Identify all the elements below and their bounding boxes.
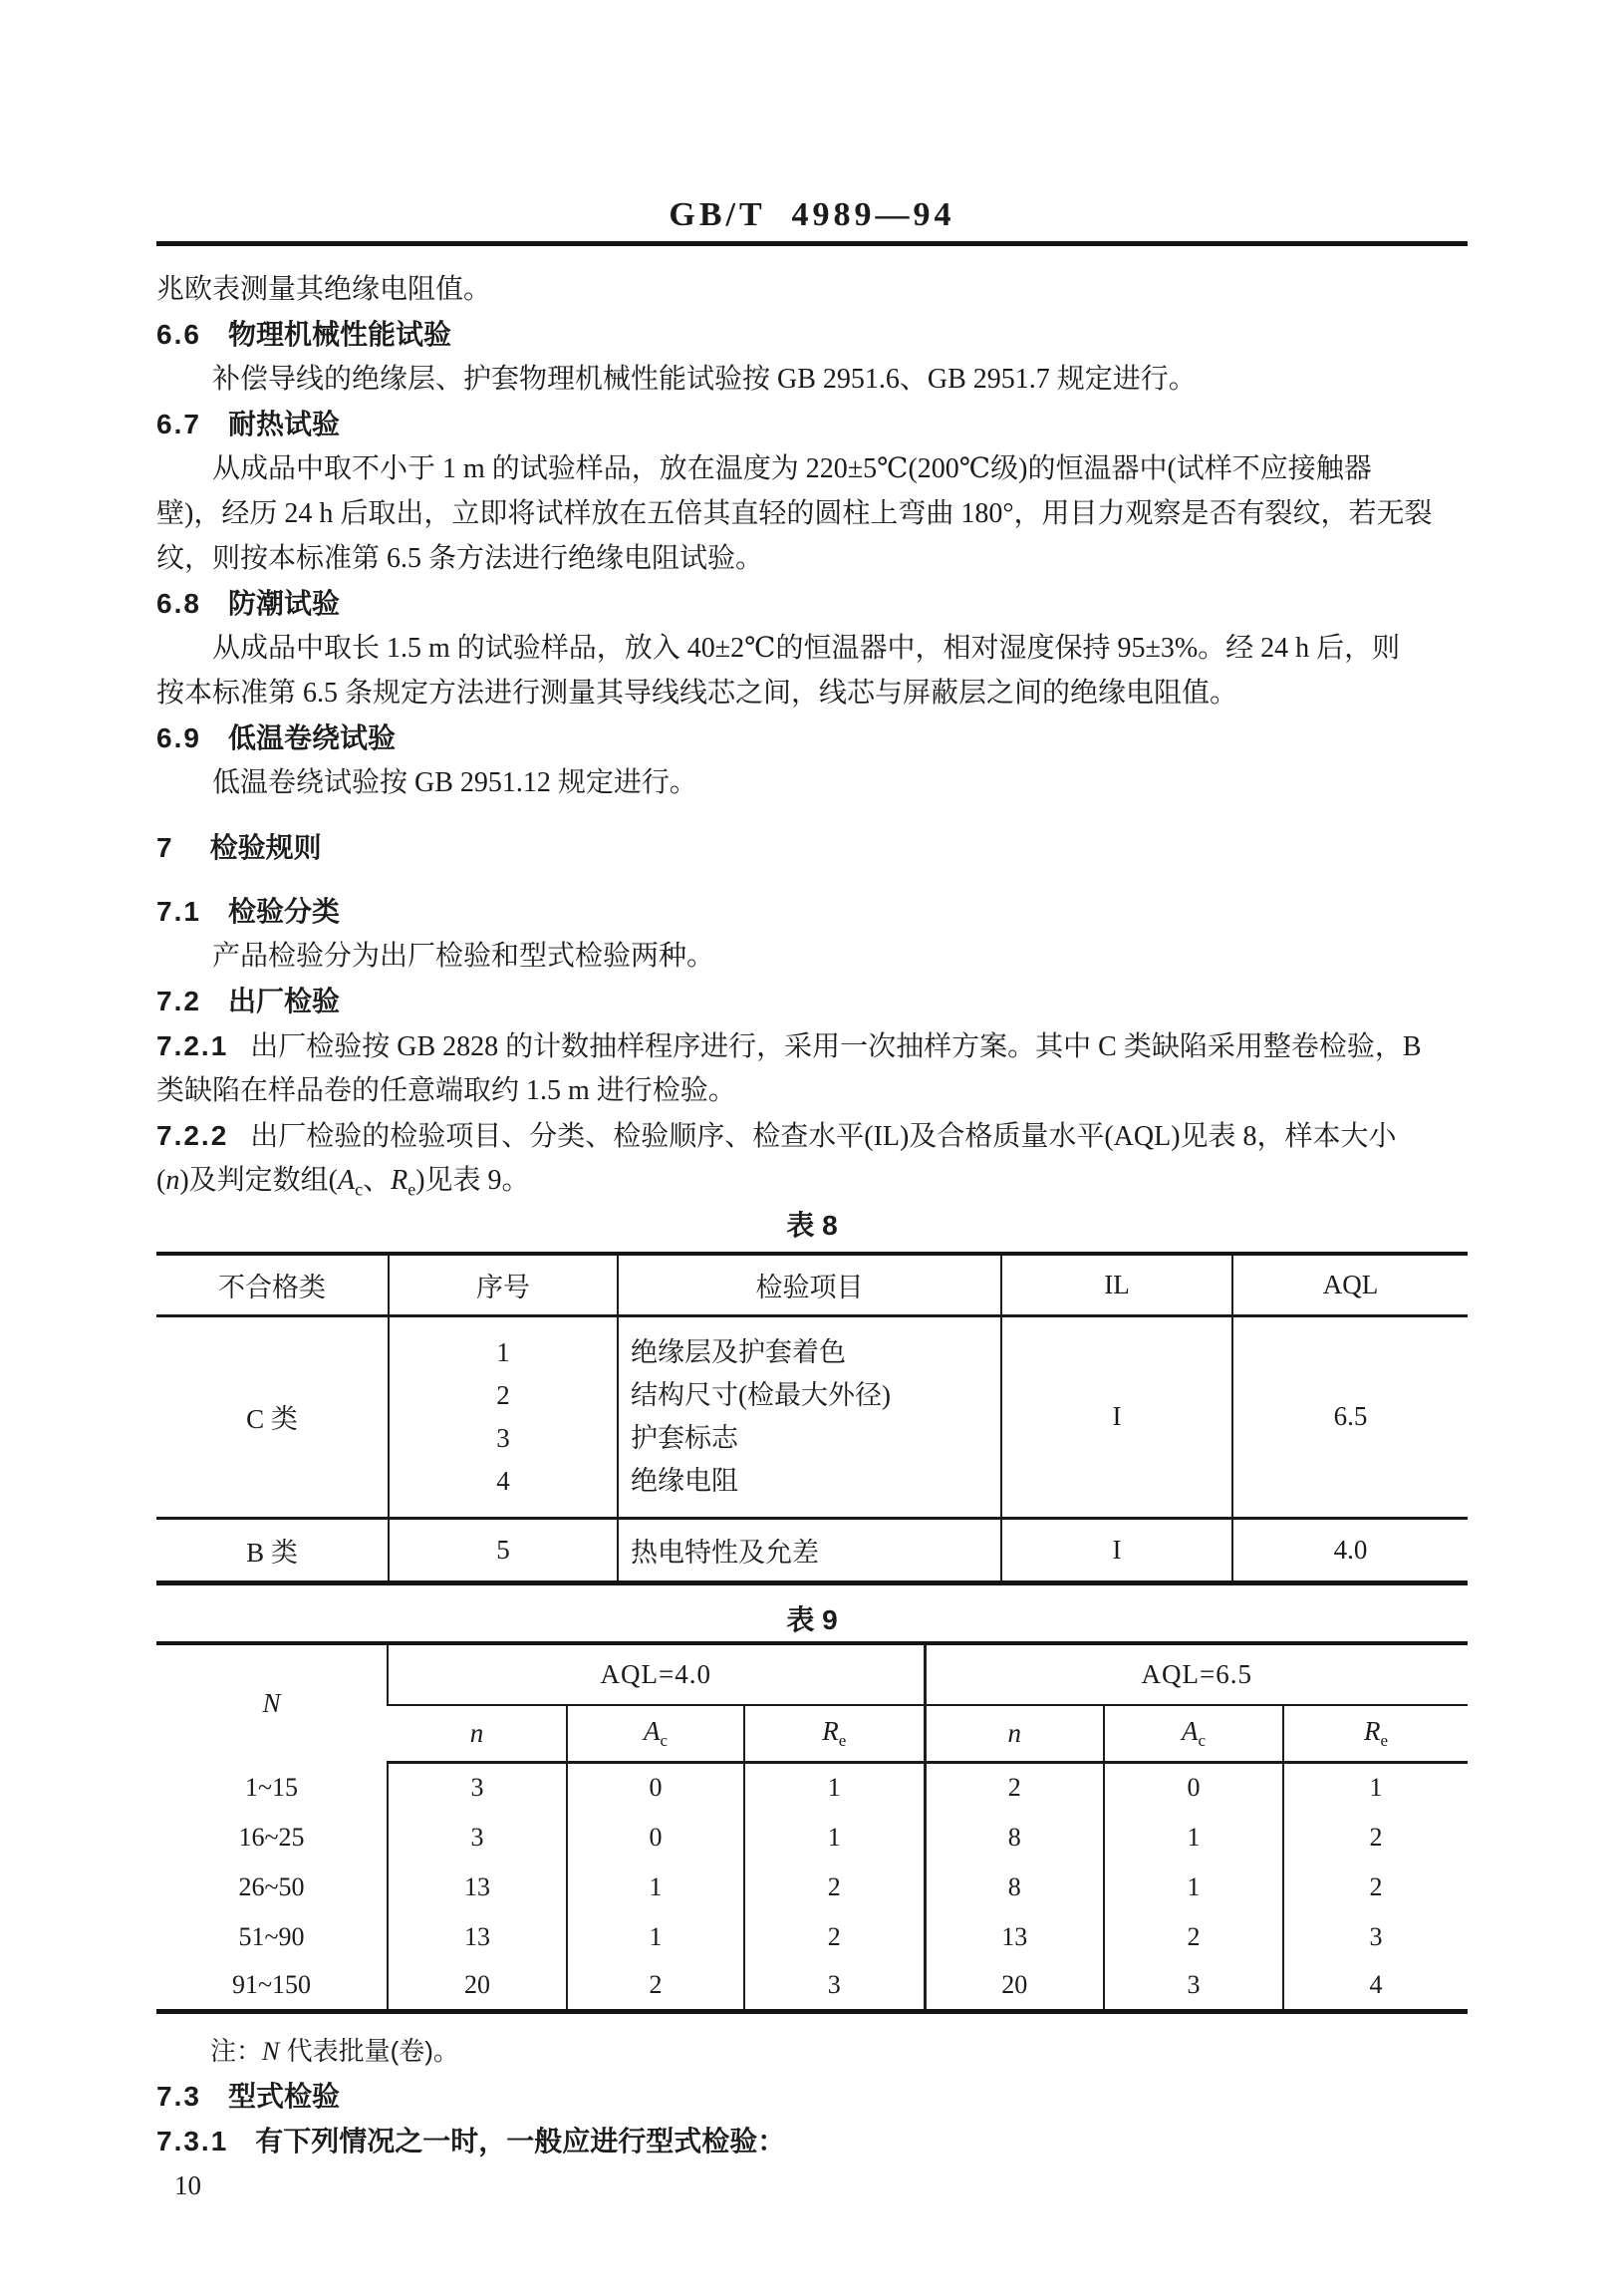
section-number: 6.6 [156, 319, 201, 350]
batch-range: 16~25 [238, 1822, 305, 1852]
paragraph-line: 按本标准第 6.5 条规定方法进行测量其导线线芯之间，线芯与屏蔽层之间的绝缘电阻值。 [156, 678, 1238, 709]
table9-subheader-ac [1104, 1705, 1283, 1763]
paragraph-line-subscripts [156, 1158, 1468, 1203]
paragraph-line: 壁)，经历 24 h 后取出，立即将试样放在五倍其直轻的圆柱上弯曲 180°，用目力观察是否有裂纹，若无裂 [156, 498, 1433, 529]
value-cell: 2 [1283, 1813, 1468, 1863]
value-cell: 3 [1283, 1912, 1468, 1962]
value-cell: 1 [1104, 1863, 1283, 1912]
table8-cell-seq: 5 [389, 1518, 618, 1582]
table9-group-aql-4-0: AQL=4.0 [388, 1643, 925, 1705]
inspection-item: 绝缘层及护套着色 [631, 1336, 846, 1367]
subscript-e: e [407, 1179, 416, 1200]
value-cell: 3 [388, 1763, 567, 1813]
section-title: 防潮试验 [227, 588, 340, 619]
batch-range: 26~50 [238, 1871, 305, 1901]
table9-header-n [156, 1643, 388, 1763]
italic-R: R [822, 1715, 839, 1746]
paragraph-line: 兆欧表测量其绝缘电阻值。 [156, 274, 492, 305]
text-segment: )及判定数组( [179, 1165, 338, 1196]
value-cell: 2 [1104, 1912, 1283, 1962]
table9-subheader-re [1283, 1705, 1468, 1763]
subscript-c: c [355, 1179, 364, 1200]
clause-number: 7.2.1 [156, 1030, 229, 1061]
section-number: 6.8 [156, 588, 201, 619]
table-8 [156, 1252, 1468, 1585]
section-title: 耐热试验 [227, 409, 340, 439]
value-cell: 1 [1104, 1813, 1283, 1863]
table-9 [156, 1641, 1468, 2015]
value-cell: 13 [925, 1912, 1104, 1962]
table8-cell-seq-list [389, 1315, 618, 1518]
italic-R: R [391, 1165, 408, 1196]
table9-note [156, 2034, 1468, 2070]
value-cell: 1 [567, 1912, 744, 1962]
section-heading-7-3 [156, 2074, 1468, 2119]
italic-A: A [1181, 1715, 1199, 1746]
value-cell: 2 [567, 1962, 744, 2012]
table8-header-il: IL [1001, 1254, 1232, 1315]
paragraph-line: 从成品中取不小于 1 m 的试验样品，放在温度为 220±5℃(200℃级)的恒温器中(试样不应接触器 [212, 453, 1372, 484]
value-cell: 2 [1283, 1863, 1468, 1912]
clause-7-2-1 [156, 1023, 1468, 1068]
table8-cell-class: C 类 [156, 1315, 389, 1518]
seq-no: 4 [496, 1465, 510, 1496]
text-segment: ( [156, 1165, 166, 1196]
seq-no: 2 [496, 1379, 510, 1410]
value-cell: 20 [388, 1962, 567, 2012]
table9-group-aql-6-5: AQL=6.5 [925, 1643, 1468, 1705]
table9-row [156, 1912, 1468, 1962]
section-title: 检验分类 [227, 896, 340, 927]
italic-N: N [262, 1687, 281, 1718]
clause-7-3-1 [156, 2119, 1468, 2163]
section-number: 6.7 [156, 409, 201, 439]
body-text [156, 267, 1468, 1203]
section-title: 型式检验 [227, 2081, 340, 2112]
clause-text: 出厂检验按 GB 2828 的计数抽样程序进行，采用一次抽样方案。其中 C 类缺陷采用整卷检验，B [250, 1031, 1422, 1062]
table8-caption: 表 8 [786, 1210, 838, 1241]
paragraph-line: 低温卷绕试验按 GB 2951.12 规定进行。 [212, 767, 697, 798]
table8-cell-aql: 4.0 [1232, 1518, 1468, 1582]
table8-cell-il: I [1001, 1315, 1232, 1518]
clause-text: 有下列情况之一时，一般应进行型式检验： [255, 2126, 786, 2156]
subscript-c: c [660, 1730, 669, 1750]
value-cell: 2 [744, 1863, 925, 1912]
table8-row-class-c [156, 1315, 1468, 1518]
batch-range: 1~15 [244, 1772, 299, 1802]
paragraph-line: 产品检验分为出厂检验和型式检验两种。 [212, 941, 715, 972]
value-cell: 8 [925, 1813, 1104, 1863]
note-label: 注： [210, 2036, 263, 2066]
value-cell: 1 [744, 1763, 925, 1813]
subscript-e: e [838, 1730, 847, 1750]
value-cell: 20 [925, 1962, 1104, 2012]
section-number: 7.3 [156, 2081, 201, 2112]
clause-7-2-2 [156, 1113, 1468, 1158]
italic-R: R [1363, 1715, 1381, 1746]
table9-subheader-ac [567, 1705, 744, 1763]
value-cell: 0 [567, 1813, 744, 1863]
section-number: 7.2 [156, 986, 201, 1016]
table8-header-defect-class: 不合格类 [156, 1254, 389, 1315]
clause-number: 7.2.2 [156, 1120, 229, 1151]
table9-row [156, 1863, 1468, 1912]
inspection-item: 结构尺寸(检最大外径) [631, 1379, 891, 1410]
batch-range: 51~90 [238, 1921, 305, 1951]
table8-cell-item-list [618, 1315, 1001, 1518]
table9-subheader-n [388, 1705, 567, 1763]
italic-n: n [469, 1717, 484, 1748]
value-cell: 2 [744, 1912, 925, 1962]
paragraph-line: 从成品中取长 1.5 m 的试验样品，放入 40±2℃的恒温器中，相对湿度保持 95±3%。经 24 h 后，则 [212, 633, 1401, 664]
chapter-number: 7 [156, 832, 174, 863]
section-title: 低温卷绕试验 [227, 722, 396, 753]
page-number: 10 [174, 2170, 201, 2200]
inspection-item: 护套标志 [631, 1422, 738, 1453]
section-heading-6-9 [156, 716, 1468, 760]
table8-cell-class: B 类 [246, 1537, 298, 1568]
table8-row-class-b [156, 1518, 1468, 1582]
table8-cell-aql: 6.5 [1232, 1315, 1468, 1518]
value-cell: 3 [1104, 1962, 1283, 2012]
section-title: 出厂检验 [227, 986, 340, 1016]
standard-number-header: GB/T 4989—94 [669, 196, 955, 233]
italic-A: A [337, 1165, 356, 1196]
chapter-heading-7 [156, 825, 1468, 870]
note-text: 代表批量(卷)。 [279, 2036, 459, 2066]
table8-header-row [156, 1254, 1468, 1315]
table9-subheader-n [925, 1705, 1104, 1763]
value-cell: 3 [744, 1962, 925, 2012]
section-heading-7-2 [156, 979, 1468, 1023]
section-title: 物理机械性能试验 [227, 319, 451, 350]
value-cell: 1 [744, 1813, 925, 1863]
value-cell: 2 [925, 1763, 1104, 1813]
table9-row [156, 1962, 1468, 2012]
paragraph-line: 类缺陷在样品卷的任意端取约 1.5 m 进行检验。 [156, 1075, 736, 1106]
value-cell: 13 [388, 1912, 567, 1962]
seq-no: 1 [496, 1336, 510, 1367]
value-cell: 1 [1283, 1763, 1468, 1813]
page-content [156, 195, 1468, 2207]
value-cell: 3 [388, 1813, 567, 1863]
table8-header-seq-no: 序号 [389, 1254, 618, 1315]
batch-range: 91~150 [231, 1970, 312, 2000]
section-heading-7-1 [156, 889, 1468, 934]
value-cell: 1 [567, 1863, 744, 1912]
section-number: 7.1 [156, 896, 201, 927]
table8-cell-item: 热电特性及允差 [618, 1518, 1001, 1582]
table9-row [156, 1763, 1468, 1813]
text-segment: 、 [363, 1165, 392, 1196]
italic-n: n [1007, 1717, 1022, 1748]
subscript-e: e [1380, 1730, 1389, 1750]
clause-number: 7.3.1 [156, 2126, 229, 2156]
value-cell: 4 [1283, 1962, 1468, 2012]
chapter-title: 检验规则 [209, 832, 322, 863]
paragraph-line: 纹，则按本标准第 6.5 条方法进行绝缘电阻试验。 [156, 543, 764, 574]
italic-A: A [643, 1715, 661, 1746]
text-segment: )见表 9。 [415, 1165, 530, 1196]
seq-no: 3 [496, 1422, 510, 1453]
table8-header-inspection-item: 检验项目 [618, 1254, 1001, 1315]
section-heading-6-6 [156, 312, 1468, 357]
value-cell: 0 [1104, 1763, 1283, 1813]
table9-group-header-row [156, 1643, 1468, 1705]
table9-subheader-re [744, 1705, 925, 1763]
italic-n: n [165, 1165, 180, 1196]
value-cell: 13 [388, 1863, 567, 1912]
header-rule [156, 241, 1468, 246]
table9-row [156, 1813, 1468, 1863]
clause-text: 出厂检验的检验项目、分类、检验顺序、检查水平(IL)及合格质量水平(AQL)见表 8，样本大小 [250, 1121, 1397, 1152]
italic-N: N [262, 2037, 280, 2066]
section-heading-6-7 [156, 402, 1468, 446]
section-number: 6.9 [156, 722, 201, 753]
inspection-item: 绝缘电阻 [631, 1465, 738, 1496]
section-heading-6-8 [156, 581, 1468, 626]
table9-caption: 表 9 [786, 1603, 838, 1635]
table8-header-aql: AQL [1232, 1254, 1468, 1315]
value-cell: 8 [925, 1863, 1104, 1912]
paragraph-line: 补偿导线的绝缘层、护套物理机械性能试验按 GB 2951.6、GB 2951.7 规定进行。 [212, 364, 1197, 395]
table8-cell-il: I [1001, 1518, 1232, 1582]
subscript-c: c [1198, 1730, 1207, 1750]
value-cell: 0 [567, 1763, 744, 1813]
